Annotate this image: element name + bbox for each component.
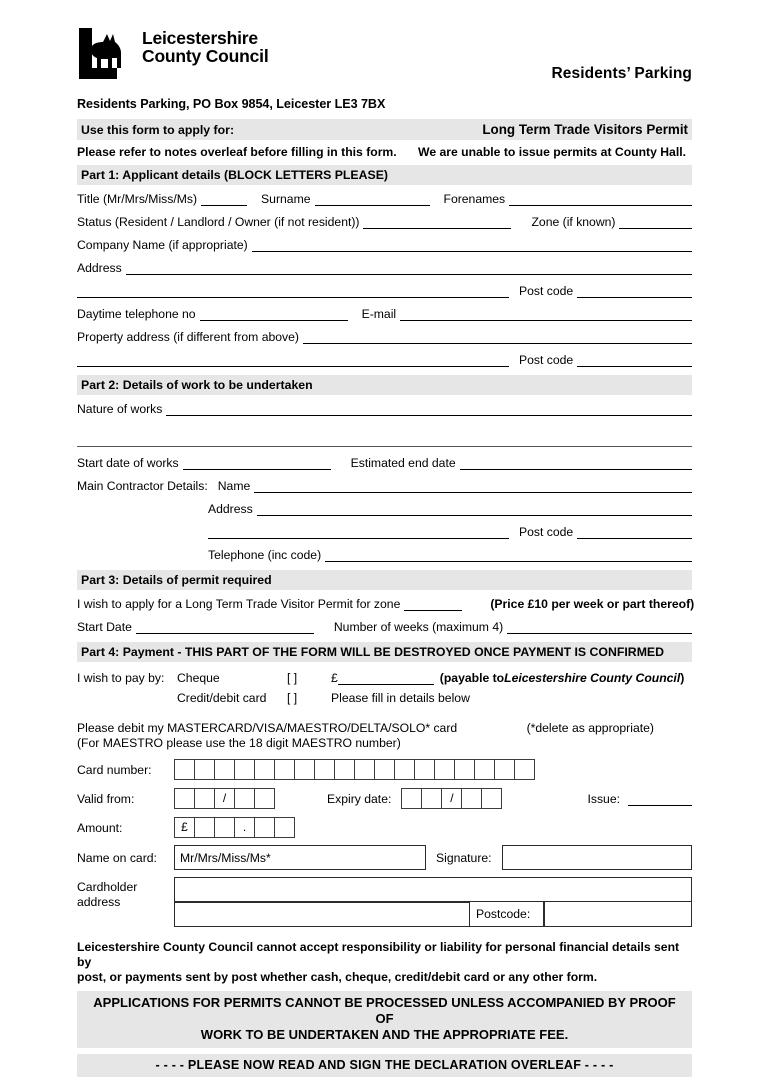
signature-label: Signature: [436,850,492,865]
card-number-cell-18[interactable] [514,759,535,780]
property-address-input-line2[interactable] [77,353,509,367]
row-cardholder-address [77,877,692,927]
card-number-cell-8[interactable] [314,759,335,780]
contractor-name-input[interactable] [254,479,692,493]
nature-of-works-label: Nature of works [77,402,163,416]
credit-debit-card-label: Credit/debit card [177,691,267,705]
expiry-date-cell-2[interactable] [421,788,442,809]
card-number-cell-6[interactable] [274,759,295,780]
logo-line-2: County Council [142,46,269,67]
property-address-label: Property address (if different from above) [77,330,299,344]
amount-label: Amount: [77,820,123,835]
nature-of-works-input-line2[interactable] [77,433,692,447]
contractor-name-label: Name [217,479,251,493]
forenames-label: Forenames [443,192,506,206]
row-address2-postcode [77,275,692,298]
row-status-zone [77,206,692,229]
weeks-label: Number of weeks (maximum 4) [333,620,504,634]
telephone-label: Daytime telephone no [77,307,196,321]
issue-input[interactable] [628,792,692,806]
cardholder-label-line1: Cardholder [77,880,138,894]
valid-from-cell-4[interactable] [234,788,255,809]
company-name-label: Company Name (if appropriate) [77,238,248,252]
expiry-date-cell-4[interactable] [461,788,482,809]
part1-heading-text: Part 1: Applicant details (BLOCK LETTERS PLEASE) [81,168,389,182]
contractor-postcode-input[interactable] [577,525,692,539]
debit-instruction-line1: Please debit my MASTERCARD/VISA/MAESTRO/DELTA/SOLO* card [77,721,458,735]
cardholder-address-block [174,877,692,927]
title-input[interactable] [201,192,247,206]
card-number-cell-13[interactable] [414,759,435,780]
email-input[interactable] [400,307,692,321]
debit-instruction-line1-wrap [77,721,692,736]
valid-from-label: Valid from: [77,791,135,806]
cheque-checkbox[interactable]: [ ] [287,671,298,685]
start-date-of-works-input[interactable] [183,456,331,470]
part3-heading [77,570,692,590]
disclaimer-line1: Leicestershire County Council cannot accept responsibility or liability for personal financial details sent by [77,940,680,969]
property-address-input[interactable] [303,330,692,344]
permit-zone-input[interactable] [404,597,462,611]
price-note: (Price £10 per week or part thereof) [490,597,695,611]
card-number-input[interactable] [174,759,535,780]
cheque-amount-pound: £ [331,671,338,685]
estimated-end-date-input[interactable] [460,456,692,470]
address-input-line1[interactable] [126,261,692,275]
fox-standing-on-plinth-logo-icon [77,28,135,80]
row-contractor-phone [77,539,692,562]
card-number-cell-5[interactable] [254,759,275,780]
contractor-phone-label: Telephone (inc code) [208,548,322,562]
postcode-label: Post code [519,284,574,298]
expiry-date-cell-3: / [441,788,462,809]
surname-label: Surname [261,192,311,206]
email-label: E-mail [361,307,397,321]
row-permit-zone [77,590,695,611]
part2-heading-text: Part 2: Details of work to be undertaken [81,378,313,392]
valid-from-cell-3: / [214,788,235,809]
permit-start-date-label: Start Date [77,620,132,634]
card-number-cell-12[interactable] [394,759,415,780]
payable-to-prefix: (payable to [439,671,505,685]
expiry-date-cell-5[interactable] [481,788,502,809]
debit-instructions [77,711,692,751]
amount-input[interactable] [174,817,295,838]
address-input-line2[interactable] [77,284,509,298]
council-logo [77,28,269,80]
start-date-of-works-label: Start date of works [77,456,179,470]
signature-input[interactable] [502,845,692,870]
notice-line2: WORK TO BE UNDERTAKEN AND THE APPROPRIATE FEE. [200,1027,569,1042]
row-amount [77,809,692,838]
row-card-number [77,751,692,780]
valid-from-input[interactable] [174,788,275,809]
part3-heading-text: Part 3: Details of permit required [81,573,272,587]
title-label: Title (Mr/Mrs/Miss/Ms) [77,192,198,206]
cardholder-address-input-line1[interactable] [174,877,692,902]
card-number-cell-7[interactable] [294,759,315,780]
row-telephone-email [77,298,692,321]
payable-to-suffix: ) [680,671,685,685]
return-address: Residents Parking, PO Box 9854, Leicester LE3 7BX [77,97,386,111]
liability-disclaimer [77,940,692,985]
issue-label: Issue: [587,791,620,806]
use-form-label: Use this form to apply for: [81,123,235,137]
row-property-postcode [77,344,692,367]
row-work-dates [77,447,692,470]
property-postcode-label: Post code [519,353,574,367]
row-pay-card [77,691,692,711]
amount-cell-6[interactable] [274,817,295,838]
cardholder-postcode-label: Postcode: [470,902,544,927]
forenames-input[interactable] [509,192,692,206]
expiry-date-cell-1[interactable] [401,788,422,809]
name-on-card-label: Name on card: [77,850,157,865]
notes-overleaf-text: Please refer to notes overleaf before filling in this form. [77,145,397,159]
row-pay-cheque [77,671,692,691]
row-nature-of-works-2 [77,416,692,447]
delete-as-appropriate-note: (*delete as appropriate) [526,721,654,735]
contractor-postcode-label: Post code [519,525,574,539]
zone-input[interactable] [619,215,692,229]
weeks-input[interactable] [507,620,692,634]
name-on-card-input[interactable]: Mr/Mrs/Miss/Ms* [174,845,426,870]
zone-label: Zone (if known) [531,215,616,229]
card-number-cell-9[interactable] [334,759,355,780]
card-number-cell-1[interactable] [174,759,195,780]
card-number-cell-10[interactable] [354,759,375,780]
cardholder-postcode-input[interactable] [544,902,692,927]
estimated-end-date-label: Estimated end date [350,456,456,470]
cardholder-address-input-line2[interactable] [174,902,470,927]
valid-from-cell-2[interactable] [194,788,215,809]
card-number-label: Card number: [77,762,152,777]
card-number-cell-17[interactable] [494,759,515,780]
amount-cell-5[interactable] [254,817,275,838]
part2-heading [77,375,692,395]
row-nature-of-works [77,395,692,416]
part4-heading-text: Part 4: Payment - THIS PART OF THE FORM WILL BE DESTROYED ONCE PAYMENT IS CONFIRMED [81,645,665,659]
company-name-input[interactable] [252,238,692,252]
row-contractor-address [77,493,692,516]
permit-type-label: Long Term Trade Visitors Permit [482,122,688,137]
row-start-date-weeks [77,611,692,634]
county-hall-notice: We are unable to issue permits at County Hall. [418,145,686,159]
row-title-surname-forenames [77,185,692,206]
cheque-amount-input[interactable] [338,671,434,685]
disclaimer-line2: post, or payments sent by post whether cash, cheque, credit/debit card or any other form. [77,970,598,984]
payment-method-group [77,662,692,711]
status-label: Status (Resident / Landlord / Owner (if not resident)) [77,215,360,229]
row-contractor-postcode [77,516,692,539]
contractor-phone-input[interactable] [325,548,692,562]
cheque-label: Cheque [177,671,220,685]
council-logo-text [142,29,269,65]
part1-heading [77,165,692,185]
card-number-cell-11[interactable] [374,759,395,780]
nature-of-works-input-line1[interactable] [166,402,692,416]
contractor-details-label: Main Contractor Details: [77,479,208,493]
card-details-note: Please fill in details below [331,691,470,705]
expiry-date-label: Expiry date: [327,791,392,806]
property-postcode-input[interactable] [577,353,692,367]
credit-debit-card-checkbox[interactable]: [ ] [287,691,298,705]
row-address [77,252,692,275]
row-valid-expiry-issue [77,780,692,809]
notice-line1: APPLICATIONS FOR PERMITS CANNOT BE PROCESSED UNLESS ACCOMPANIED BY PROOF OF [93,995,676,1026]
page-header [77,0,692,82]
card-number-cell-14[interactable] [434,759,455,780]
row-property-address [77,321,692,344]
logo-line-1: Leicestershire [142,28,258,48]
card-number-cell-15[interactable] [454,759,475,780]
cardholder-label-line2: address [77,895,121,909]
declaration-notice: - - - - PLEASE NOW READ AND SIGN THE DECLARATION OVERLEAF - - - - [77,1054,692,1077]
amount-cell-2[interactable] [194,817,215,838]
part4-heading [77,642,692,662]
contractor-address-input[interactable] [257,502,692,516]
status-input[interactable] [363,215,511,229]
page-title: Residents’ Parking [551,65,692,82]
address-label: Address [77,261,122,275]
form-page [77,0,695,1072]
permit-start-date-input[interactable] [136,620,314,634]
valid-from-cell-1[interactable] [174,788,195,809]
cardholder-address-label [77,877,174,927]
row-company-name [77,229,692,252]
debit-instruction-line2: (For MAESTRO please use the 18 digit MAESTRO number) [77,736,401,750]
notes-row [77,140,692,165]
use-form-band [77,119,692,140]
expiry-date-input[interactable] [401,788,502,809]
postcode-input[interactable] [577,284,692,298]
valid-from-cell-5[interactable] [254,788,275,809]
row-name-on-card [77,845,692,870]
amount-cell-3[interactable] [214,817,235,838]
card-number-cell-3[interactable] [214,759,235,780]
row-contractor-name [77,470,692,493]
amount-cell-4: . [234,817,255,838]
card-number-cell-2[interactable] [194,759,215,780]
card-number-cell-16[interactable] [474,759,495,780]
proof-of-work-notice [77,991,692,1048]
card-number-cell-4[interactable] [234,759,255,780]
contractor-address-label: Address [208,502,253,516]
apply-permit-text: I wish to apply for a Long Term Trade Visitor Permit for zone [77,597,401,611]
telephone-input[interactable] [200,307,348,321]
pay-by-label: I wish to pay by: [77,671,165,685]
surname-input[interactable] [315,192,430,206]
amount-cell-1: £ [174,817,195,838]
payable-to-name: Leicestershire County Council [504,671,681,685]
contractor-address-input-line2[interactable] [208,525,509,539]
